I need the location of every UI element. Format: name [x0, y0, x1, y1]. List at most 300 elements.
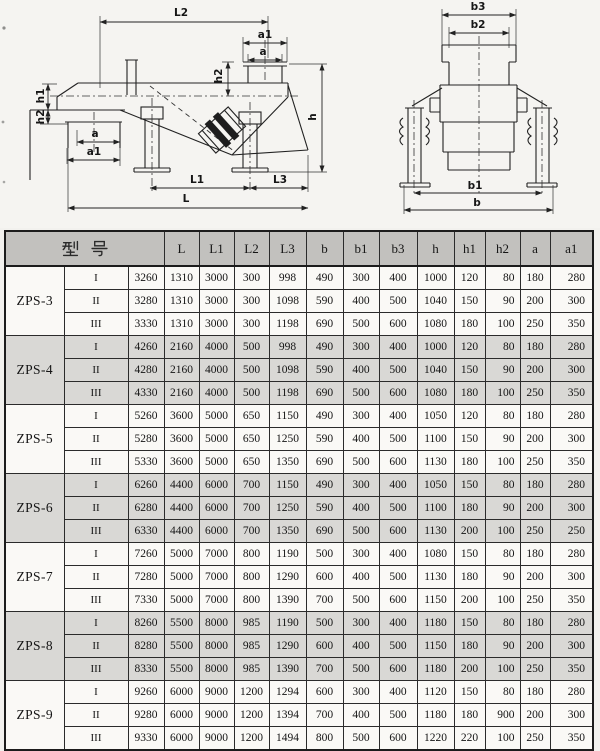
value-cell: 1080	[417, 313, 454, 336]
value-cell: 250	[520, 589, 550, 612]
value-cell: 300	[343, 266, 379, 290]
value-cell: 985	[234, 612, 269, 635]
value-cell: 6000	[199, 520, 234, 543]
value-cell: 300	[550, 704, 593, 727]
dim-label-h2-left: h2	[35, 109, 47, 125]
value-cell: 150	[454, 428, 485, 451]
value-cell: 600	[379, 382, 417, 405]
value-cell: 200	[520, 428, 550, 451]
value-cell: 300	[343, 612, 379, 635]
value-cell: 500	[379, 635, 417, 658]
value-cell: 700	[234, 497, 269, 520]
feeder-line-drawing	[0, 0, 600, 228]
dim-label-a1-top: a1	[257, 29, 273, 41]
value-cell: 7260	[128, 543, 164, 566]
value-cell: 7000	[199, 589, 234, 612]
value-cell: 5500	[164, 635, 199, 658]
value-cell: 1150	[269, 474, 306, 497]
value-cell: 9330	[128, 727, 164, 751]
variant-cell: II	[64, 635, 128, 658]
dim-label-b2: b2	[470, 19, 486, 31]
value-cell: 8000	[199, 612, 234, 635]
value-cell: 3600	[164, 428, 199, 451]
value-cell: 3600	[164, 405, 199, 428]
value-cell: 180	[520, 405, 550, 428]
value-cell: 180	[520, 543, 550, 566]
value-cell: 2160	[164, 336, 199, 359]
value-cell: 1200	[234, 681, 269, 704]
variant-cell: I	[64, 474, 128, 497]
value-cell: 500	[343, 520, 379, 543]
value-cell: 1000	[417, 266, 454, 290]
model-cell: ZPS-9	[5, 681, 64, 751]
variant-cell: II	[64, 566, 128, 589]
variant-cell: I	[64, 543, 128, 566]
value-cell: 250	[550, 520, 593, 543]
value-cell: 180	[520, 681, 550, 704]
value-cell: 300	[550, 428, 593, 451]
value-cell: 400	[343, 704, 379, 727]
value-cell: 985	[234, 635, 269, 658]
value-cell: 9260	[128, 681, 164, 704]
value-cell: 500	[234, 359, 269, 382]
value-cell: 600	[379, 451, 417, 474]
col-header-L2: L2	[234, 231, 269, 266]
value-cell: 2160	[164, 382, 199, 405]
value-cell: 100	[485, 658, 520, 681]
table-row	[5, 658, 593, 681]
table-row	[5, 520, 593, 543]
value-cell: 700	[306, 704, 343, 727]
value-cell: 1494	[269, 727, 306, 751]
value-cell: 280	[550, 612, 593, 635]
dim-label-a1-bottom: a1	[86, 146, 102, 158]
value-cell: 180	[454, 704, 485, 727]
value-cell: 300	[234, 313, 269, 336]
value-cell: 9000	[199, 681, 234, 704]
dim-label-L3: L3	[273, 174, 287, 186]
variant-cell: III	[64, 382, 128, 405]
value-cell: 7000	[199, 566, 234, 589]
value-cell: 250	[520, 658, 550, 681]
value-cell: 5000	[164, 543, 199, 566]
value-cell: 400	[379, 543, 417, 566]
variant-cell: II	[64, 428, 128, 451]
dim-label-a-bottom: a	[91, 128, 99, 140]
value-cell: 350	[550, 658, 593, 681]
value-cell: 1310	[164, 266, 199, 290]
value-cell: 280	[550, 681, 593, 704]
value-cell: 4000	[199, 359, 234, 382]
value-cell: 1180	[417, 704, 454, 727]
value-cell: 280	[550, 405, 593, 428]
value-cell: 500	[379, 497, 417, 520]
value-cell: 8260	[128, 612, 164, 635]
value-cell: 80	[485, 405, 520, 428]
value-cell: 150	[454, 359, 485, 382]
value-cell: 300	[550, 497, 593, 520]
value-cell: 200	[520, 704, 550, 727]
value-cell: 100	[485, 451, 520, 474]
col-header-h: h	[417, 231, 454, 266]
value-cell: 4400	[164, 520, 199, 543]
dim-label-h: h	[307, 113, 319, 121]
value-cell: 650	[234, 428, 269, 451]
value-cell: 1180	[417, 658, 454, 681]
value-cell: 180	[454, 382, 485, 405]
value-cell: 490	[306, 336, 343, 359]
value-cell: 1040	[417, 359, 454, 382]
table-row	[5, 451, 593, 474]
value-cell: 800	[234, 566, 269, 589]
table-row	[5, 727, 593, 751]
value-cell: 8330	[128, 658, 164, 681]
value-cell: 6280	[128, 497, 164, 520]
value-cell: 700	[234, 474, 269, 497]
value-cell: 1180	[417, 612, 454, 635]
value-cell: 280	[550, 543, 593, 566]
value-cell: 600	[306, 681, 343, 704]
value-cell: 1130	[417, 566, 454, 589]
value-cell: 500	[343, 589, 379, 612]
value-cell: 5000	[164, 589, 199, 612]
value-cell: 300	[234, 266, 269, 290]
value-cell: 80	[485, 612, 520, 635]
value-cell: 300	[343, 405, 379, 428]
value-cell: 400	[379, 405, 417, 428]
variant-cell: III	[64, 520, 128, 543]
table-row	[5, 266, 593, 290]
variant-cell: I	[64, 266, 128, 290]
value-cell: 4400	[164, 497, 199, 520]
value-cell: 1250	[269, 497, 306, 520]
value-cell: 3600	[164, 451, 199, 474]
table-row	[5, 336, 593, 359]
value-cell: 7330	[128, 589, 164, 612]
value-cell: 500	[234, 336, 269, 359]
value-cell: 998	[269, 336, 306, 359]
value-cell: 400	[343, 497, 379, 520]
variant-cell: III	[64, 451, 128, 474]
value-cell: 3280	[128, 290, 164, 313]
value-cell: 500	[306, 612, 343, 635]
value-cell: 6000	[199, 497, 234, 520]
value-cell: 9000	[199, 704, 234, 727]
value-cell: 690	[306, 520, 343, 543]
value-cell: 9000	[199, 727, 234, 751]
value-cell: 100	[485, 589, 520, 612]
value-cell: 300	[550, 290, 593, 313]
value-cell: 1190	[269, 612, 306, 635]
variant-cell: I	[64, 612, 128, 635]
dim-label-b: b	[473, 197, 481, 209]
value-cell: 4330	[128, 382, 164, 405]
table-row	[5, 635, 593, 658]
model-header-cell	[5, 231, 164, 266]
value-cell: 200	[520, 359, 550, 382]
value-cell: 3000	[199, 313, 234, 336]
col-header-b: b	[306, 231, 343, 266]
value-cell: 150	[454, 612, 485, 635]
value-cell: 1294	[269, 681, 306, 704]
variant-cell: III	[64, 658, 128, 681]
col-header-h2: h2	[485, 231, 520, 266]
value-cell: 350	[550, 313, 593, 336]
value-cell: 1198	[269, 382, 306, 405]
value-cell: 700	[306, 658, 343, 681]
table-row	[5, 359, 593, 382]
dimension-table	[4, 230, 594, 751]
value-cell: 200	[520, 290, 550, 313]
value-cell: 5280	[128, 428, 164, 451]
value-cell: 1290	[269, 635, 306, 658]
dim-label-L1: L1	[190, 174, 204, 186]
table-row	[5, 382, 593, 405]
value-cell: 80	[485, 266, 520, 290]
value-cell: 200	[520, 566, 550, 589]
value-cell: 180	[454, 497, 485, 520]
value-cell: 6000	[164, 727, 199, 751]
value-cell: 200	[454, 589, 485, 612]
value-cell: 4000	[199, 336, 234, 359]
table-row	[5, 566, 593, 589]
dim-label-h1: h1	[35, 88, 47, 104]
table-row	[5, 681, 593, 704]
model-cell: ZPS-3	[5, 266, 64, 336]
value-cell: 1394	[269, 704, 306, 727]
value-cell: 3000	[199, 266, 234, 290]
model-cell: ZPS-7	[5, 543, 64, 612]
value-cell: 400	[343, 290, 379, 313]
variant-cell: III	[64, 727, 128, 751]
value-cell: 1080	[417, 382, 454, 405]
value-cell: 650	[234, 405, 269, 428]
value-cell: 600	[379, 658, 417, 681]
value-cell: 1198	[269, 313, 306, 336]
value-cell: 6000	[199, 474, 234, 497]
value-cell: 500	[234, 382, 269, 405]
value-cell: 180	[520, 336, 550, 359]
variant-cell: II	[64, 290, 128, 313]
value-cell: 300	[234, 290, 269, 313]
value-cell: 80	[485, 543, 520, 566]
value-cell: 280	[550, 336, 593, 359]
value-cell: 700	[234, 520, 269, 543]
col-header-L: L	[164, 231, 199, 266]
value-cell: 180	[520, 266, 550, 290]
value-cell: 8000	[199, 635, 234, 658]
value-cell: 4400	[164, 474, 199, 497]
value-cell: 100	[485, 382, 520, 405]
value-cell: 5500	[164, 612, 199, 635]
value-cell: 500	[379, 359, 417, 382]
value-cell: 1350	[269, 520, 306, 543]
dim-label-b1: b1	[467, 180, 483, 192]
value-cell: 500	[343, 451, 379, 474]
value-cell: 400	[343, 428, 379, 451]
value-cell: 7000	[199, 543, 234, 566]
value-cell: 250	[520, 451, 550, 474]
model-cell: ZPS-5	[5, 405, 64, 474]
value-cell: 350	[550, 382, 593, 405]
table-row	[5, 704, 593, 727]
variant-cell: I	[64, 681, 128, 704]
value-cell: 590	[306, 497, 343, 520]
technical-drawings	[0, 0, 600, 228]
table-row	[5, 290, 593, 313]
value-cell: 6000	[164, 681, 199, 704]
value-cell: 8000	[199, 658, 234, 681]
value-cell: 1130	[417, 520, 454, 543]
table-row	[5, 405, 593, 428]
value-cell: 500	[343, 727, 379, 751]
value-cell: 6260	[128, 474, 164, 497]
value-cell: 3330	[128, 313, 164, 336]
value-cell: 600	[306, 635, 343, 658]
value-cell: 250	[520, 727, 550, 751]
value-cell: 1150	[417, 589, 454, 612]
value-cell: 400	[379, 612, 417, 635]
table-row	[5, 497, 593, 520]
variant-cell: II	[64, 704, 128, 727]
value-cell: 998	[269, 266, 306, 290]
variant-cell: II	[64, 497, 128, 520]
value-cell: 1100	[417, 428, 454, 451]
value-cell: 250	[520, 313, 550, 336]
value-cell: 1250	[269, 428, 306, 451]
value-cell: 600	[379, 727, 417, 751]
value-cell: 400	[343, 635, 379, 658]
value-cell: 1100	[417, 497, 454, 520]
dim-label-L: L	[182, 193, 190, 205]
value-cell: 400	[379, 474, 417, 497]
value-cell: 150	[454, 474, 485, 497]
value-cell: 500	[379, 704, 417, 727]
value-cell: 500	[379, 566, 417, 589]
value-cell: 590	[306, 359, 343, 382]
value-cell: 1040	[417, 290, 454, 313]
variant-cell: II	[64, 359, 128, 382]
value-cell: 300	[343, 543, 379, 566]
value-cell: 1190	[269, 543, 306, 566]
value-cell: 120	[454, 405, 485, 428]
col-header-L3: L3	[269, 231, 306, 266]
value-cell: 200	[454, 520, 485, 543]
value-cell: 1310	[164, 313, 199, 336]
value-cell: 490	[306, 266, 343, 290]
value-cell: 6330	[128, 520, 164, 543]
value-cell: 4280	[128, 359, 164, 382]
value-cell: 300	[550, 566, 593, 589]
value-cell: 90	[485, 566, 520, 589]
value-cell: 1098	[269, 290, 306, 313]
value-cell: 280	[550, 266, 593, 290]
value-cell: 180	[454, 451, 485, 474]
model-cell: ZPS-6	[5, 474, 64, 543]
value-cell: 250	[520, 520, 550, 543]
table-row	[5, 474, 593, 497]
value-cell: 1120	[417, 681, 454, 704]
dim-label-h2-right: h2	[213, 68, 225, 84]
value-cell: 6000	[164, 704, 199, 727]
value-cell: 900	[485, 704, 520, 727]
value-cell: 180	[520, 612, 550, 635]
value-cell: 400	[379, 681, 417, 704]
value-cell: 1310	[164, 290, 199, 313]
variant-cell: III	[64, 589, 128, 612]
value-cell: 3000	[199, 290, 234, 313]
value-cell: 600	[379, 520, 417, 543]
value-cell: 690	[306, 382, 343, 405]
value-cell: 800	[306, 727, 343, 751]
value-cell: 650	[234, 451, 269, 474]
value-cell: 80	[485, 336, 520, 359]
value-cell: 1000	[417, 336, 454, 359]
col-header-a1: a1	[550, 231, 593, 266]
value-cell: 300	[550, 359, 593, 382]
value-cell: 800	[234, 589, 269, 612]
value-cell: 250	[520, 382, 550, 405]
value-cell: 100	[485, 313, 520, 336]
value-cell: 600	[379, 313, 417, 336]
value-cell: 690	[306, 451, 343, 474]
table-row	[5, 589, 593, 612]
value-cell: 500	[343, 382, 379, 405]
value-cell: 5000	[199, 451, 234, 474]
col-header-b3: b3	[379, 231, 417, 266]
value-cell: 1150	[269, 405, 306, 428]
value-cell: 80	[485, 681, 520, 704]
value-cell: 1390	[269, 589, 306, 612]
value-cell: 1200	[234, 704, 269, 727]
value-cell: 180	[454, 313, 485, 336]
value-cell: 500	[379, 428, 417, 451]
dim-label-a-top: a	[259, 46, 267, 58]
value-cell: 590	[306, 428, 343, 451]
value-cell: 1200	[234, 727, 269, 751]
value-cell: 150	[454, 543, 485, 566]
model-cell: ZPS-8	[5, 612, 64, 681]
value-cell: 1290	[269, 566, 306, 589]
value-cell: 590	[306, 290, 343, 313]
value-cell: 1130	[417, 451, 454, 474]
value-cell: 90	[485, 497, 520, 520]
value-cell: 985	[234, 658, 269, 681]
value-cell: 600	[379, 589, 417, 612]
table-row	[5, 543, 593, 566]
value-cell: 220	[454, 727, 485, 751]
value-cell: 5000	[164, 566, 199, 589]
col-header-L1: L1	[199, 231, 234, 266]
table-row	[5, 612, 593, 635]
value-cell: 4000	[199, 382, 234, 405]
value-cell: 690	[306, 313, 343, 336]
value-cell: 400	[343, 566, 379, 589]
value-cell: 5330	[128, 451, 164, 474]
value-cell: 300	[343, 681, 379, 704]
value-cell: 200	[520, 497, 550, 520]
value-cell: 490	[306, 474, 343, 497]
value-cell: 200	[520, 635, 550, 658]
value-cell: 350	[550, 589, 593, 612]
value-cell: 180	[520, 474, 550, 497]
value-cell: 1390	[269, 658, 306, 681]
value-cell: 1150	[417, 635, 454, 658]
value-cell: 120	[454, 336, 485, 359]
value-cell: 120	[454, 266, 485, 290]
value-cell: 90	[485, 428, 520, 451]
value-cell: 1080	[417, 543, 454, 566]
